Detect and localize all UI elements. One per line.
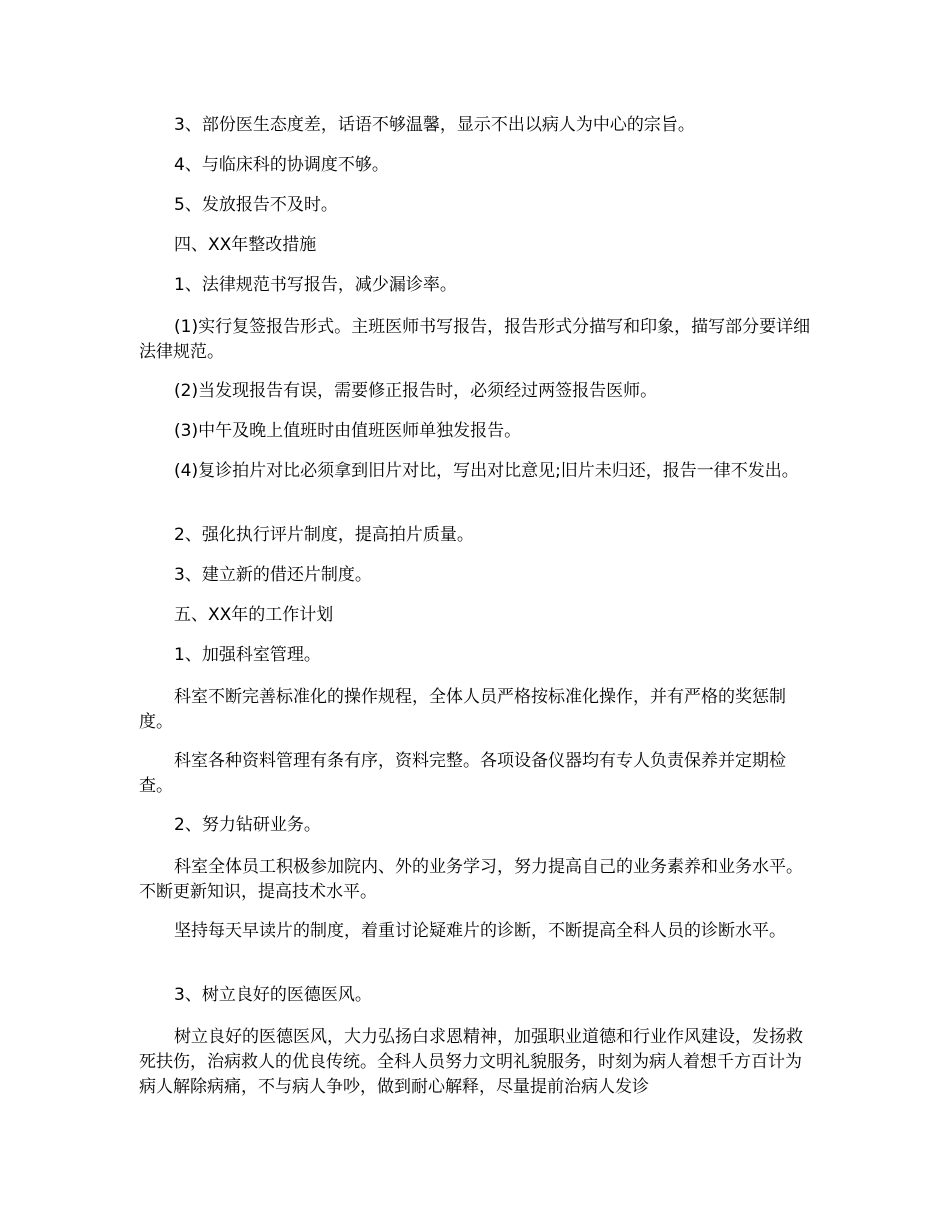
- paragraph: 3、部份医生态度差，话语不够温馨，显示不出以病人为中心的宗旨。: [174, 115, 695, 135]
- paragraph: (2)当发现报告有误，需要修正报告时，必须经过两签报告医师。: [174, 381, 658, 401]
- paragraph: 3、建立新的借还片制度。: [174, 565, 372, 585]
- paragraph: 2、努力钻研业务。: [174, 815, 321, 835]
- paragraph: (1)实行复签报告形式。主班医师书写报告，报告形式分描写和印象，描写部分要详细法律规范。: [139, 317, 811, 362]
- paragraph: 科室各种资料管理有条有序，资料完整。各项设备仪器均有专人负责保养并定期检查。: [139, 751, 786, 796]
- paragraph: (4)复诊拍片对比必须拿到旧片对比，写出对比意见;旧片未归还，报告一律不发出。: [174, 461, 799, 481]
- section-heading: 五、XX年的工作计划: [174, 605, 334, 625]
- paragraph: 科室全体员工积极参加院内、外的业务学习，努力提高自己的业务素养和业务水平。不断更新知识，提高技术水平。: [139, 857, 803, 902]
- section-heading: 四、XX年整改措施: [174, 235, 317, 255]
- paragraph: 4、与临床科的协调度不够。: [174, 155, 389, 175]
- paragraph: 坚持每天早读片的制度，着重讨论疑难片的诊断，不断提高全科人员的诊断水平。: [174, 921, 786, 941]
- paragraph: 科室不断完善标准化的操作规程，全体人员严格按标准化操作，并有严格的奖惩制度。: [139, 687, 786, 732]
- paragraph: (3)中午及晚上值班时由值班医师单独发报告。: [174, 421, 522, 441]
- paragraph: 树立良好的医德医风，大力弘扬白求恩精神，加强职业道德和行业作风建设，发扬救死扶伤，治病救人的优良传统。全科人员努力文明礼貌服务，时刻为病人着想千方百计为病人解除病痛，不与病人争吵，做到耐心解释，尽量提前治病人发诊: [139, 1027, 803, 1097]
- paragraph: 1、法律规范书写报告，减少漏诊率。: [174, 275, 457, 295]
- paragraph: 3、树立良好的医德医风。: [174, 985, 372, 1005]
- paragraph: 2、强化执行评片制度，提高拍片质量。: [174, 525, 474, 545]
- paragraph: 5、发放报告不及时。: [174, 195, 338, 215]
- paragraph: 1、加强科室管理。: [174, 645, 321, 665]
